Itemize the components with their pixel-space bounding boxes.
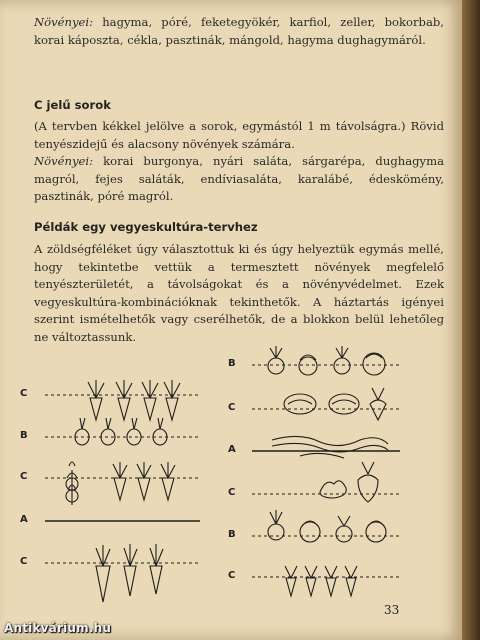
section-c-plants-label: Növényei: bbox=[34, 154, 94, 169]
left-row-label: A bbox=[20, 514, 28, 525]
right-row-label: B bbox=[228, 358, 236, 369]
plants-list: hagyma, póré, feketegyökér, karfiol, zeller, bokorbab, korai káposzta, cékla, pasztinák, mángold, hagyma dughagymáról. bbox=[34, 15, 444, 47]
lettuce-icon bbox=[320, 481, 346, 498]
book-spine bbox=[462, 0, 480, 640]
carrot-icon bbox=[88, 380, 180, 420]
celery-icon bbox=[66, 462, 78, 505]
left-row-label: B bbox=[20, 430, 28, 441]
carrot-icon bbox=[96, 544, 163, 602]
examples-heading: Példák egy vegyeskultúra-tervhez bbox=[34, 220, 258, 234]
right-row-label: C bbox=[228, 487, 236, 498]
beet-icon bbox=[370, 388, 386, 420]
examples-text: A zöldségféléket úgy választottuk ki és úgy helyeztük egymás mellé, hogy tekintetbe vettük a termesztett növények megfelelő tenyészterületét, a távolságokat és a növényvédelmet. Ezek vegyeskultúra-kombinációknak tekinthetők. A háztartás igényei szerint ismételhetők vagy cserélhetők, de a blokkon belül lehetőleg ne változtassunk. bbox=[34, 242, 444, 344]
section-c-plants-list: korai burgonya, nyári saláta, sárgarépa, dughagyma magról, fejes saláták, endíviasaláta, karalábé, édeskömény, pasztinák, póré magról. bbox=[34, 154, 444, 204]
left-row-label: C bbox=[20, 556, 28, 567]
left-row-label: C bbox=[20, 388, 28, 399]
left-row-label: C bbox=[20, 471, 28, 482]
beet-icon bbox=[358, 462, 378, 502]
right-row-label: C bbox=[228, 570, 236, 581]
watermark: Antikvárium.hu bbox=[4, 621, 112, 635]
right-row-label: A bbox=[228, 444, 236, 455]
carrot-icon bbox=[285, 566, 357, 596]
onion-icon bbox=[75, 418, 167, 445]
plants-label: Növényei: bbox=[34, 15, 94, 29]
kohlrabi-icon bbox=[268, 510, 386, 542]
leek-icon bbox=[272, 436, 388, 458]
section-c-heading: C jelű sorok bbox=[34, 98, 111, 112]
section-c-text: (A tervben kékkel jelölve a sorok, egymástól 1 m távolságra.) Rövid tenyészidejű és alacsony növények számára. bbox=[34, 119, 444, 151]
carrot-icon bbox=[113, 462, 175, 500]
right-row-label: B bbox=[228, 529, 236, 540]
cabbage-icon bbox=[284, 394, 359, 414]
page-number: 33 bbox=[384, 603, 400, 617]
kohlrabi-icon bbox=[268, 346, 385, 375]
right-row-label: C bbox=[228, 402, 236, 413]
